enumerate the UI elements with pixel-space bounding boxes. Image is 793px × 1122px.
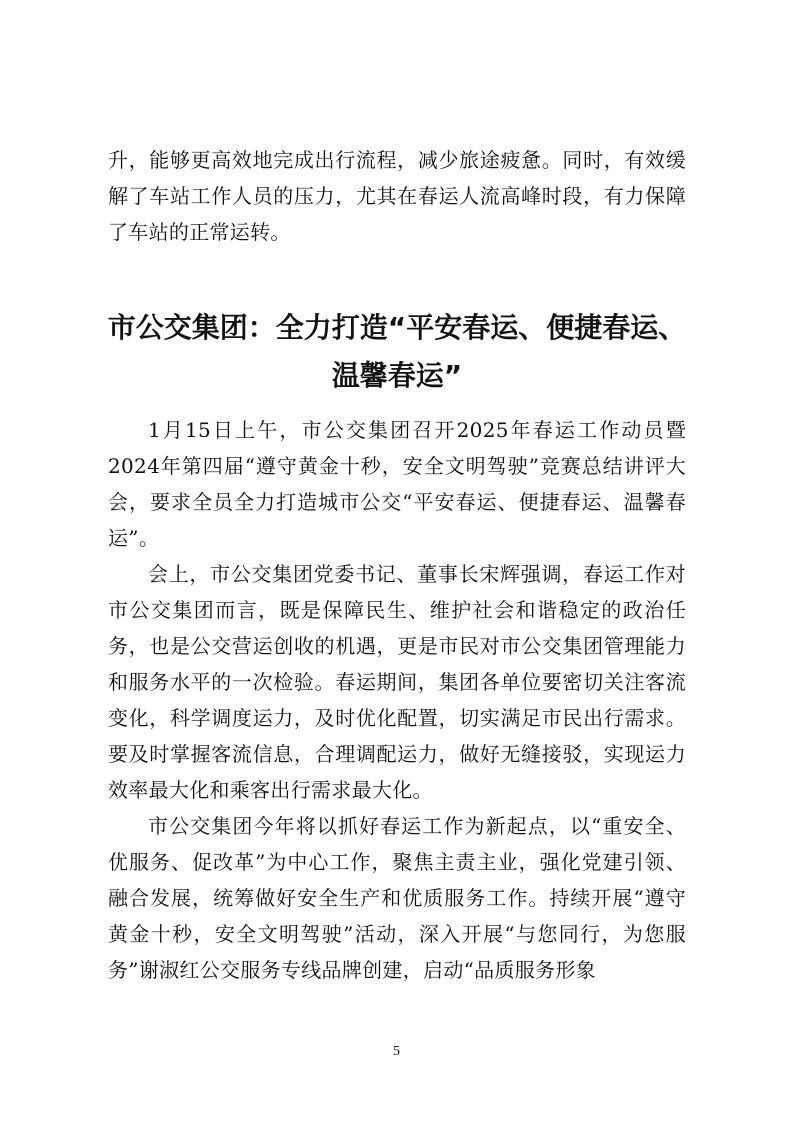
section-title: 市公交集团：全力打造“平安春运、便捷春运、温馨春运” [107,311,687,392]
page-number: 5 [393,1044,400,1059]
paragraph-1: 1月15日上午，市公交集团召开2025年春运工作动员暨2024年第四届“遵守黄金十秒，安全文明驾驶”竞赛总结讲评大会，要求全员全力打造城市公交“平安春运、便捷春运、温馨春运”。 [108,418,686,550]
paragraph-3: 市公交集团今年将以抓好春运工作为新起点，以“重安全、优服务、促改革”为中心工作，聚焦主责主业，强化党建引领、融合发展，统筹做好安全生产和优质服务工作。持续开展“遵守黄金十秒，安全文明驾驶”活动，深入开展“与您同行，为您服务”谢淑红公交服务专线品牌创建，启动“品质服务形象 [108,814,686,982]
paragraph-2: 会上，市公交集团党委书记、董事长宋辉强调，春运工作对市公交集团而言，既是保障民生、维护社会和谐稳定的政治任务，也是公交营运创收的机遇，更是市民对市公交集团管理能力和服务水平的一次检验。春运期间，集团各单位要密切关注客流变化，科学调度运力，及时优化配置，切实满足市民出行需求。要及时掌握客流信息，合理调配运力，做好无缝接驳，实现运力效率最大化和乘客出行需求最大化。 [108,562,686,802]
paragraph-continued: 升，能够更高效地完成出行流程，减少旅途疲惫。同时，有效缓解了车站工作人员的压力，尤其在春运人流高峰时段，有力保障了车站的正常运转。 [108,148,686,244]
